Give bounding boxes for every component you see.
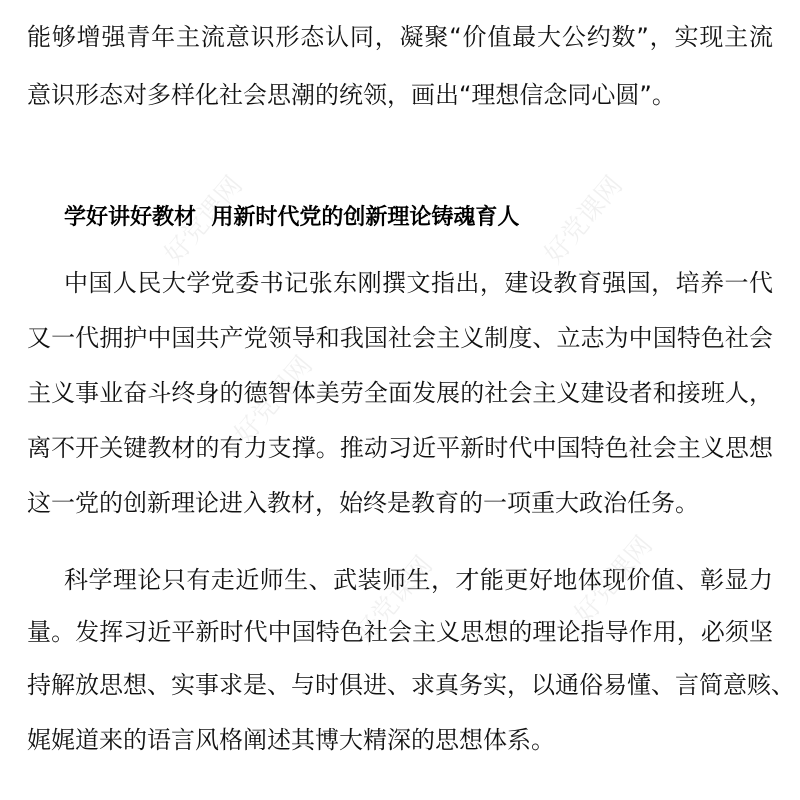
text-line: 这一党的创新理论进入教材，始终是教育的一项重大政治任务。	[27, 489, 699, 517]
watermark-text: 好党课网	[539, 170, 629, 270]
text-line: 中国人民大学党委书记张东刚撰文指出，建设教育强国，培养一代	[64, 269, 773, 297]
text-line: 离不开关键教材的有力支撑。推动习近平新时代中国特色社会主义思想	[27, 434, 773, 462]
text-line: 娓娓道来的语言风格阐述其博大精深的思想体系。	[27, 726, 555, 754]
watermark-text: 好党课网	[159, 170, 249, 270]
section-heading: 学好讲好教材 用新时代党的创新理论铸魂育人	[64, 205, 520, 230]
watermark-text: 好党课网	[349, 550, 439, 650]
text-line: 量。发挥习近平新时代中国特色社会主义思想的理论指导作用，必须坚	[27, 618, 773, 646]
text-line: 持解放思想、实事求是、与时俱进、求真务实，以通俗易懂、言简意赅、	[27, 671, 795, 699]
text-line: 主义事业奋斗终身的德智体美劳全面发展的社会主义建设者和接班人，	[27, 379, 773, 407]
text-line: 科学理论只有走近师生、武装师生，才能更好地体现价值、彰显力	[64, 566, 773, 594]
text-line: 又一代拥护中国共产党领导和我国社会主义制度、立志为中国特色社会	[27, 324, 773, 352]
watermark-text: 好党课网	[229, 350, 319, 450]
text-line: 能够增强青年主流意识形态认同，凝聚“价值最大公约数”，实现主流	[27, 23, 773, 51]
watermark-text: 好党课网	[569, 530, 659, 630]
text-line: 意识形态对多样化社会思潮的统领，画出“理想信念同心圆”。	[27, 81, 676, 109]
